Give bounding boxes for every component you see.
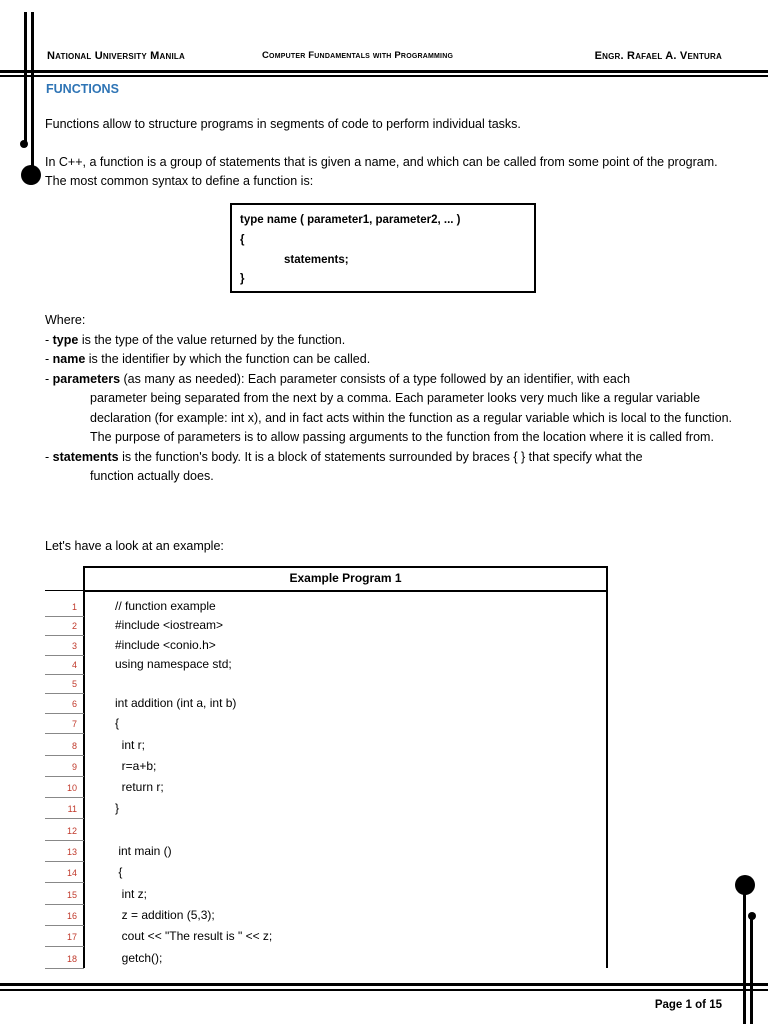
example-intro: Let's have a look at an example: bbox=[45, 539, 224, 553]
line-number: 6 bbox=[71, 699, 77, 709]
line-number-divider bbox=[45, 693, 84, 694]
term-name: name bbox=[52, 352, 86, 366]
line-number-divider bbox=[45, 946, 84, 947]
line-number-divider bbox=[45, 776, 84, 777]
code-line: { bbox=[115, 865, 123, 879]
syntax-line-4: } bbox=[240, 273, 245, 285]
definition-paragraph: In C++, a function is a group of statements that is given a name, and which can be called from some point of the program. The most common syntax to define a function is: bbox=[45, 155, 718, 188]
left-rail-line-2 bbox=[31, 12, 34, 182]
syntax-box bbox=[230, 203, 536, 293]
line-number: 9 bbox=[71, 762, 77, 772]
code-line: #include <conio.h> bbox=[115, 638, 216, 652]
line-number-column-rule bbox=[45, 590, 84, 591]
line-number-divider bbox=[45, 797, 84, 798]
line-number: 10 bbox=[66, 783, 77, 793]
code-line: getch(); bbox=[115, 951, 163, 965]
line-number-divider bbox=[45, 635, 84, 636]
code-line: cout << "The result is " << z; bbox=[115, 929, 273, 943]
where-item-statements: - statements is the function's body. It is a block of statements surrounded by braces { } that specify what the function actually does. bbox=[45, 448, 735, 487]
line-number-divider bbox=[45, 674, 84, 675]
code-line: return r; bbox=[115, 780, 164, 794]
code-line: #include <iostream> bbox=[115, 618, 224, 632]
code-line: int addition (int a, int b) bbox=[115, 696, 237, 710]
line-number: 5 bbox=[71, 679, 77, 689]
line-number: 14 bbox=[66, 868, 77, 878]
right-rail-line-1 bbox=[743, 885, 746, 1024]
header-left: National University Manila bbox=[47, 50, 185, 62]
line-number-divider bbox=[45, 616, 84, 617]
line-number: 16 bbox=[66, 911, 77, 921]
code-line: int r; bbox=[115, 738, 146, 752]
line-number: 4 bbox=[71, 660, 77, 670]
where-label: Where: bbox=[45, 313, 86, 327]
header-center: Computer Fundamentals with Programming bbox=[262, 50, 454, 61]
term-statements: statements bbox=[52, 449, 119, 464]
where-item-parameters: - parameters (as many as needed): Each parameter consists of a type followed by an identifier, with each parameter being separated from the next by a comma. Each parameter looks very much like a regular variable declaration (for example: int x), and in fact acts within the function as a regular variable which is local to the function. The purpose of parameters is to allow passing arguments to the function from the location where it is called from. bbox=[45, 370, 735, 448]
header-right: Engr. Rafael A. Ventura bbox=[594, 50, 722, 62]
line-number: 2 bbox=[71, 621, 77, 631]
example-program-title: Example Program 1 bbox=[85, 568, 606, 592]
where-item-name: - name is the identifier by which the function can be called. bbox=[45, 352, 371, 366]
where-list bbox=[45, 311, 735, 487]
footer-rule-top bbox=[0, 983, 768, 986]
line-number-divider bbox=[45, 882, 84, 883]
code-line: // function example bbox=[115, 599, 216, 613]
section-title: FUNCTIONS bbox=[46, 82, 119, 96]
code-line: z = addition (5,3); bbox=[115, 908, 215, 922]
right-rail-line-2 bbox=[750, 915, 753, 1024]
line-number-divider bbox=[45, 904, 84, 905]
line-number-divider bbox=[45, 733, 84, 734]
code-line: r=a+b; bbox=[115, 759, 157, 773]
line-number: 11 bbox=[67, 804, 77, 814]
code-line: { bbox=[115, 716, 120, 730]
left-rail-large-dot bbox=[21, 165, 41, 185]
line-number-divider bbox=[45, 713, 84, 714]
line-number: 3 bbox=[71, 641, 77, 651]
header-rule-top bbox=[0, 70, 768, 73]
header-rule-bottom bbox=[0, 75, 768, 77]
code-line: int z; bbox=[115, 887, 148, 901]
line-number-divider bbox=[45, 655, 84, 656]
where-item-type: - type is the type of the value returned by the function. bbox=[45, 332, 346, 347]
statements-continuation: function actually does. bbox=[90, 469, 214, 483]
line-number: 7 bbox=[71, 719, 77, 729]
footer-rule-bottom bbox=[0, 989, 768, 991]
term-type: type bbox=[52, 332, 79, 347]
parameters-continuation: parameter being separated from the next by a comma. Each parameter looks very much like a regular variable declaration (for example: int x), and in fact acts within the function as a regular variable which is local to the function. The purpose of parameters is to allow passing arguments to the function from the location where it is called from. bbox=[90, 391, 732, 444]
line-number: 13 bbox=[66, 847, 77, 857]
line-number-divider bbox=[45, 755, 84, 756]
code-line: using namespace std; bbox=[115, 657, 232, 671]
intro-paragraph: Functions allow to structure programs in segments of code to perform individual tasks. bbox=[45, 117, 521, 131]
left-rail-line-1 bbox=[24, 12, 27, 147]
syntax-line-2: { bbox=[240, 234, 245, 246]
syntax-line-1: type name ( parameter1, parameter2, ... ) bbox=[240, 214, 461, 226]
line-number-divider bbox=[45, 968, 84, 969]
line-number: 12 bbox=[66, 826, 77, 836]
left-rail-small-dot bbox=[20, 140, 28, 148]
line-number: 8 bbox=[71, 741, 77, 751]
page-number: Page 1 of 15 bbox=[654, 999, 722, 1011]
term-parameters: parameters bbox=[52, 371, 121, 386]
line-number: 17 bbox=[66, 932, 77, 942]
line-number-divider bbox=[45, 925, 84, 926]
line-number-divider bbox=[45, 818, 84, 819]
line-number: 1 bbox=[71, 602, 77, 612]
line-number-divider bbox=[45, 861, 84, 862]
line-number-divider bbox=[45, 840, 84, 841]
code-line: } bbox=[115, 801, 120, 815]
line-number: 18 bbox=[66, 954, 77, 964]
syntax-line-3: statements; bbox=[284, 254, 349, 266]
line-number: 15 bbox=[66, 890, 77, 900]
code-line: int main () bbox=[115, 844, 172, 858]
